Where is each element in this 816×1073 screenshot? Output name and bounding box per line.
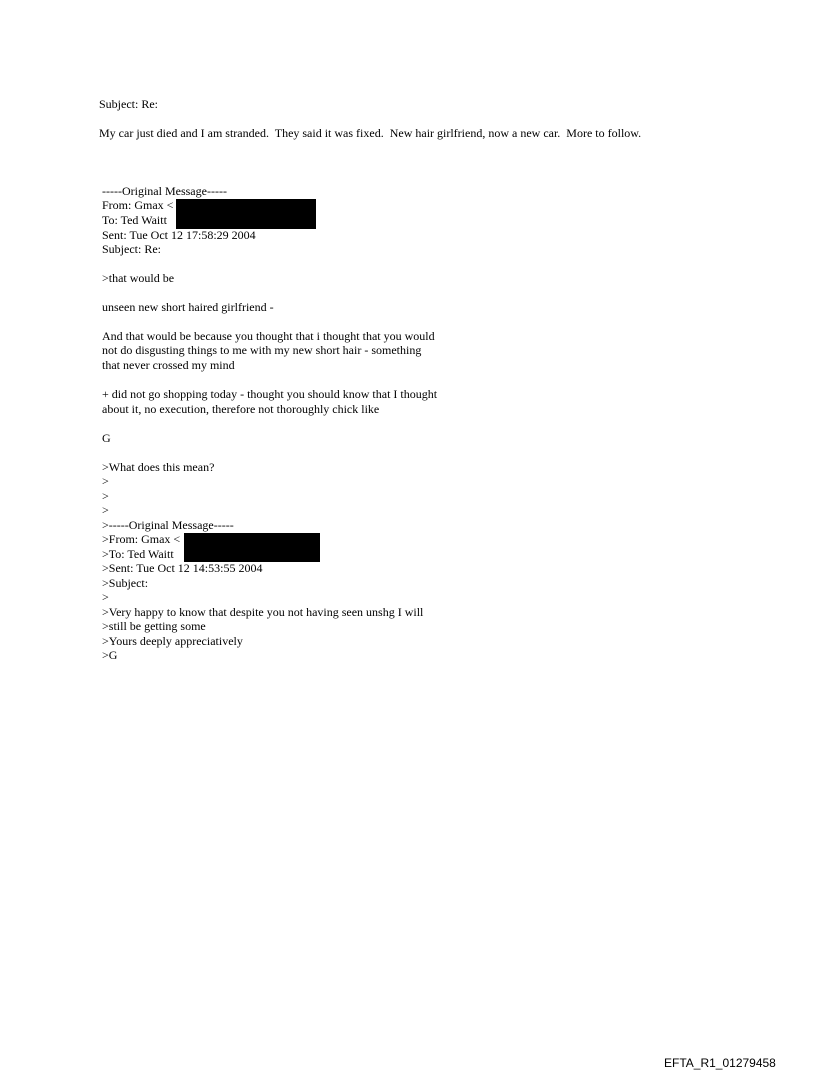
redaction-block bbox=[176, 199, 316, 214]
message-line: And that would be because you thought that i thought that you would bbox=[102, 329, 435, 343]
message-line: that never crossed my mind bbox=[102, 358, 235, 372]
quoted-line: > bbox=[102, 474, 109, 488]
nested-subject-line: >Subject: bbox=[102, 576, 149, 590]
email-body-text: My car just died and I am stranded. They said it was fixed. New hair girlfriend, now a new car. More to follow. bbox=[99, 126, 642, 140]
quoted-line: > bbox=[102, 503, 109, 517]
original-sent-line: Sent: Tue Oct 12 17:58:29 2004 bbox=[102, 228, 256, 242]
message-line: not do disgusting things to me with my new short hair - something bbox=[102, 343, 422, 357]
email-subject: Subject: Re: bbox=[99, 97, 158, 111]
message-line: + did not go shopping today - thought you should know that I thought bbox=[102, 387, 438, 401]
original-message-separator: -----Original Message----- bbox=[102, 184, 227, 198]
message-line: unseen new short haired girlfriend - bbox=[102, 300, 274, 314]
quoted-line: > bbox=[102, 489, 109, 503]
original-subject-line: Subject: Re: bbox=[102, 242, 161, 256]
quoted-line: >Yours deeply appreciatively bbox=[102, 634, 243, 648]
quoted-line: >still be getting some bbox=[102, 619, 206, 633]
redaction-block bbox=[176, 213, 316, 229]
original-from-line: From: Gmax < bbox=[102, 198, 174, 212]
redaction-block bbox=[184, 533, 320, 547]
quoted-line: >that would be bbox=[102, 271, 175, 285]
quoted-line: > bbox=[102, 590, 109, 604]
quoted-line: >G bbox=[102, 648, 118, 662]
redaction-block bbox=[184, 547, 320, 562]
quoted-line: >Very happy to know that despite you not having seen unshg I will bbox=[102, 605, 424, 619]
signature-line: G bbox=[102, 431, 111, 445]
document-id: EFTA_R1_01279458 bbox=[664, 1056, 776, 1070]
nested-to-line: >To: Ted Waitt bbox=[102, 547, 174, 561]
message-line: about it, no execution, therefore not thoroughly chick like bbox=[102, 402, 380, 416]
nested-from-line: >From: Gmax < bbox=[102, 532, 181, 546]
quoted-line: >What does this mean? bbox=[102, 460, 215, 474]
nested-original-message-separator: >-----Original Message----- bbox=[102, 518, 234, 532]
nested-sent-line: >Sent: Tue Oct 12 14:53:55 2004 bbox=[102, 561, 263, 575]
original-to-line: To: Ted Waitt bbox=[102, 213, 167, 227]
